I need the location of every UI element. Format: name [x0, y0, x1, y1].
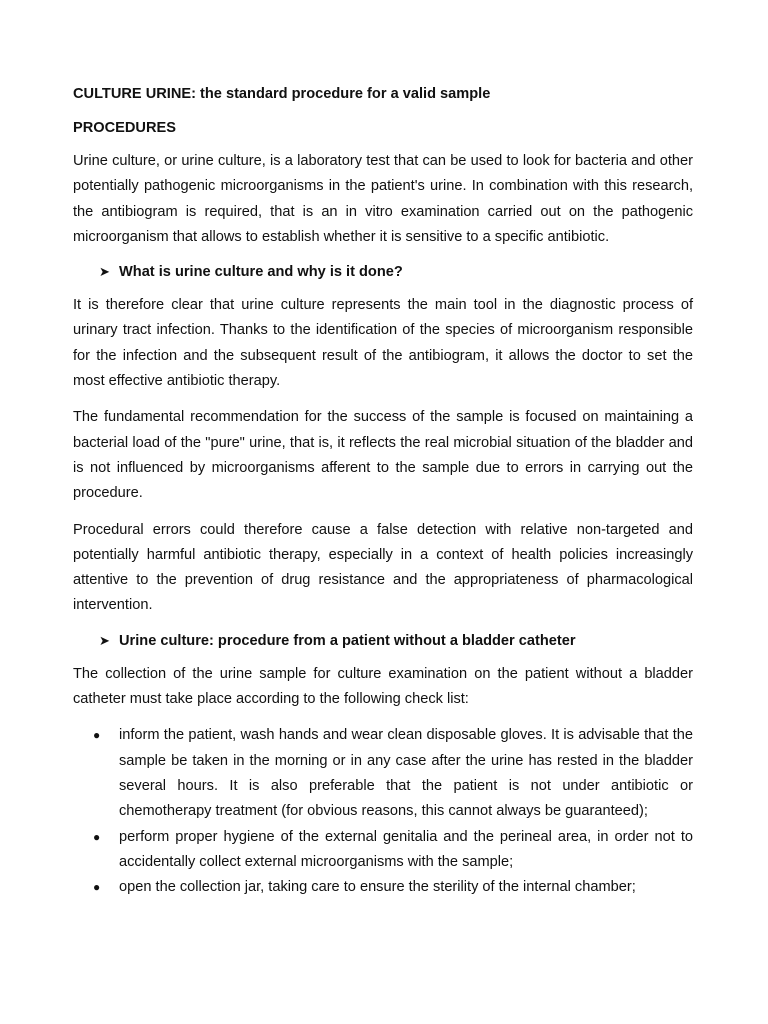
paragraph-recommendation: The fundamental recommendation for the success of the sample is focused on maintaining a bacterial load of the "pure" urine, that is, it reflects the real microbial situation of the bladder and is not influenced by microorganisms afferent to the sample due to errors in carrying out the procedure.	[73, 409, 693, 502]
paragraph-diagnostic-tool: It is therefore clear that urine culture represents the main tool in the diagnostic process of urinary tract infection. Thanks to the identification of the species of microorganism responsible for the infection and the subsequent result of the antibiogram, it allows the doctor to set the most effective antibiotic therapy.	[73, 297, 693, 390]
document-page	[73, 84, 693, 900]
list-item	[73, 825, 693, 876]
paragraph-collection-intro: The collection of the urine sample for culture examination on the patient without a bladder catheter must take place according to the following check list:	[73, 665, 693, 708]
list-item-text: perform proper hygiene of the external genitalia and the perineal area, in order not to accidentally collect external microorganisms with the sample;	[119, 828, 693, 870]
paragraph-procedural-errors: Procedural errors could therefore cause a false detection with relative non-targeted and potentially harmful antibiotic therapy, especially in a context of health policies increasingly attentive to the prevention of drug resistance and the appropriateness of pharmacological intervention.	[73, 521, 693, 614]
checklist	[73, 723, 693, 900]
list-item	[73, 875, 693, 900]
heading-what-is-urine-culture	[99, 262, 693, 282]
arrow-bullet-icon: ➤	[99, 632, 110, 648]
heading-procedure-without-catheter	[99, 631, 693, 651]
bullet-dot-icon: ●	[93, 728, 101, 743]
intro-paragraph: Urine culture, or urine culture, is a laboratory test that can be used to look for bacteria and other potentially pathogenic microorganisms in the patient's urine. In combination with this research, the antibiogram is required, that is an in vitro examination carried out on the pathogenic microorganism that allows to establish whether it is sensitive to a specific antibiotic.	[73, 153, 693, 245]
section-label-procedures: PROCEDURES	[73, 120, 176, 136]
heading-text: Urine culture: procedure from a patient without a bladder catheter	[119, 632, 576, 649]
arrow-bullet-icon: ➤	[99, 264, 110, 280]
heading-text: What is urine culture and why is it done?	[119, 264, 403, 281]
list-item-text: open the collection jar, taking care to ensure the sterility of the internal chamber;	[119, 879, 636, 896]
bullet-dot-icon: ●	[93, 829, 101, 844]
document-title: CULTURE URINE: the standard procedure for a valid sample	[73, 86, 491, 102]
bullet-dot-icon: ●	[93, 880, 101, 895]
list-item	[73, 723, 693, 824]
list-item-text: inform the patient, wash hands and wear clean disposable gloves. It is advisable that the sample be taken in the morning or in any case after the urine has rested in the bladder several hours. It is also preferable that the patient is not under antibiotic or chemotherapy treatment (for obvious reasons, this cannot always be guaranteed);	[119, 727, 693, 820]
